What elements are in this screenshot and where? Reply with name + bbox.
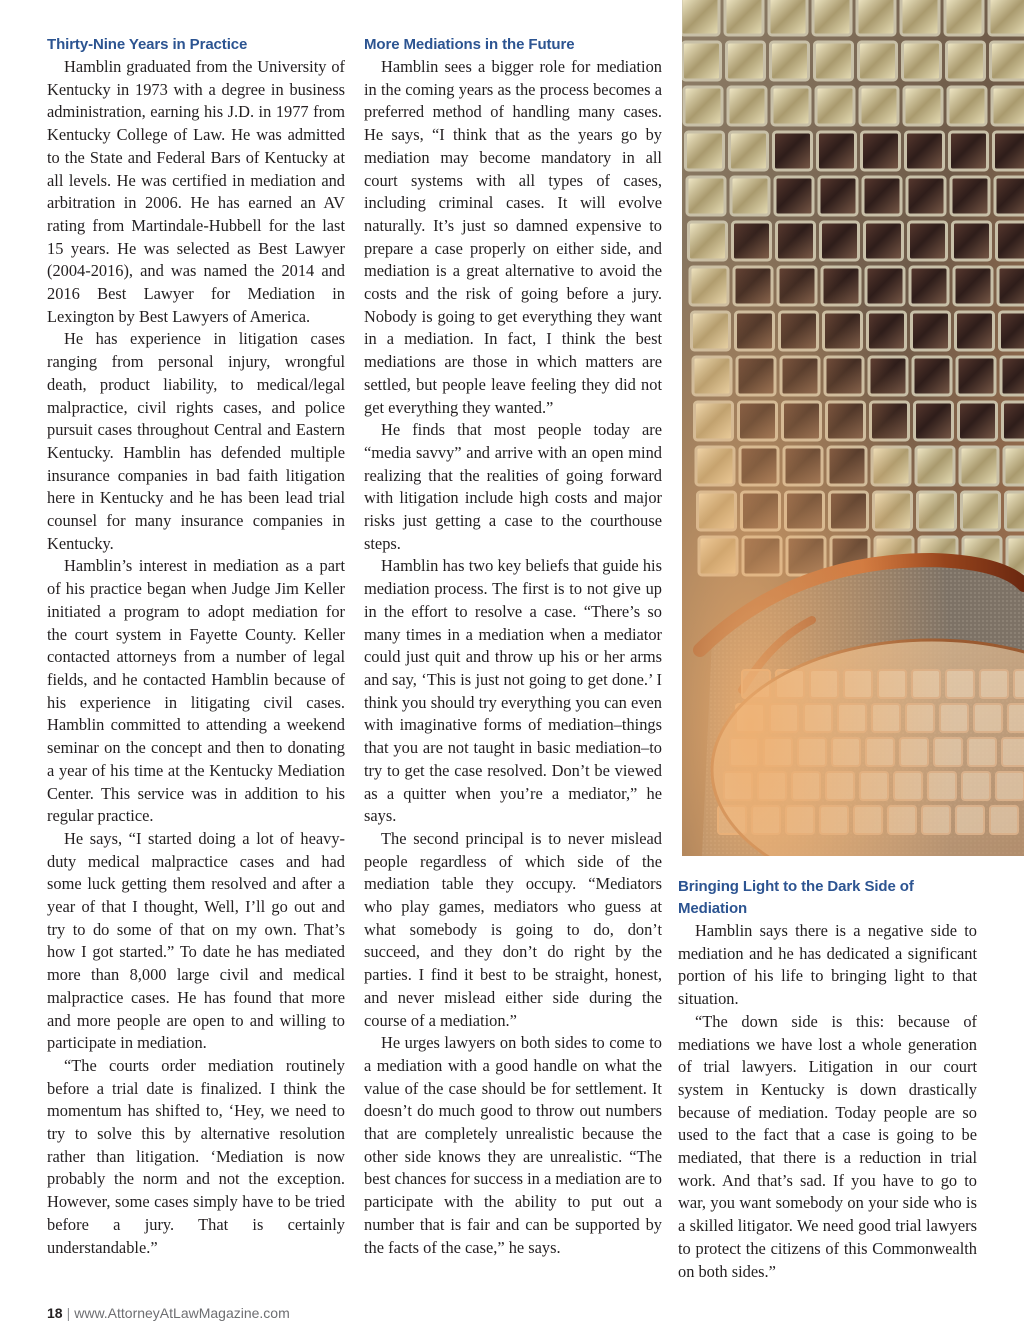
paragraph: Hamblin graduated from the University of Kentucky in 1973 with a degree in business administration, earning his J.D. in 1977 from Kentucky College of Law. He was admitted to the State and Federal Bars of Kentucky at all levels. He was certified in mediation and arbitration in 2006. He has earned an AV rating from Martindale-Hubbell for the last 15 years. He was selected as Best Lawyer (2004-2016), and was named the 2014 and 2016 Best Lawyer for Mediation in Lexington by Best Lawyers of America. bbox=[47, 57, 345, 326]
paragraph: Hamblin’s interest in mediation as a part of his practice began when Judge Jim Keller initiated a program to adopt mediation for the court system in Fayette County. Keller contacted attorneys from a number of legal fields, and he contacted Hamblin because of his experience in litigating civil cases. Hamblin committed to attending a weekend seminar on the concept and then to donating a year of his time at the Kentucky Mediation Center. This service was in addition to his regular practice. bbox=[47, 556, 345, 826]
paragraph: “The courts order mediation routinely before a trial date is finalized. I think the momentum has shifted to, ‘Hey, we need to try to solve this by alternative resolution rather than litigation. ‘Mediation is now probably the norm and not the exception. However, some cases simply have to be tried before a jury. That is certainly understandable.” bbox=[47, 1055, 345, 1257]
paragraph: He urges lawyers on both sides to come to a mediation with a good handle on what the value of the case should be for settlement. It doesn’t do much good to throw out numbers that are completely unrealistic because the other side knows they are unrealistic. “The best chances for success in a mediation are to participate with the ability to put out a number that is fair and can be supported by the facts of the case,” he says. bbox=[364, 1033, 662, 1257]
footer-separator: | bbox=[66, 1305, 71, 1321]
paragraph: He finds that most people today are “media savvy” and arrive with an open mind realizing that the realities of going forward with litigation include high costs and major risks just getting a case to the courthouse steps. bbox=[364, 420, 662, 553]
column-right bbox=[678, 876, 977, 1283]
paragraph: He says, “I started doing a lot of heavy-duty medical malpractice cases and had some luck getting them resolved and after a year of that I thought, Well, I’ll go out and try to do some of that on my own. That’s how I got started.” To date he has mediated more than 8,000 large civil and medical malpractice cases. He has found that more and more people are open to and willing to participate in mediation. bbox=[47, 828, 345, 1053]
paragraph: Hamblin has two key beliefs that guide his mediation process. The first is to not give up in the effort to resolve a case. “There’s so many times in a mediation when a mediator could just quit and throw up his or her arms and say, ‘This is just not going to get done.’ I think you should try everything you can even with imaginative forms of mediation–things that you are not taught in basic mediation–to try to get the case resolved. Don’t be viewed as a quitter when you’re a mediator,” he says. bbox=[364, 556, 662, 826]
column-left bbox=[47, 34, 345, 1259]
paragraph: Hamblin says there is a negative side to mediation and he has dedicated a significant portion of his life to bringing light to that situation. bbox=[678, 921, 977, 1009]
paragraph: He has experience in litigation cases ranging from personal injury, wrongful death, product liability, to medical/legal malpractice, civil rights cases, and police pursuit cases throughout Central and Eastern Kentucky. Hamblin has defended multiple insurance companies in bad faith litigation here in Kentucky and he has been lead trial counsel for many insurance companies in Kentucky. bbox=[47, 329, 345, 553]
section-heading-dark-side: Bringing Light to the Dark Side of Mediation bbox=[678, 878, 914, 917]
paragraph: Hamblin sees a bigger role for mediation in the coming years as the process becomes a preferred method of handling many cases. He says, “I think that as the years go by mediation may become mandatory in all court systems with all types of cases, including criminal cases. It will evolve naturally. It’s just so damned expensive to prepare a case properly on either side, and mediation is a great alternative to avoid the costs and the risk of going before a jury. Nobody is going to get everything they want in a mediation. In fact, I think the best mediations are those in which matters are settled, but people leave feeling they did not get everything they wanted.” bbox=[364, 57, 662, 417]
paragraph: “The down side is this: because of mediations we have lost a whole generation of trial lawyers. Litigation in our court system in Kentucky is down drastically because of mediation. Today people are so used to the fact that a case is going to be mediated, that there is a reduction in trial work. And that’s sad. If you have to go to war, you want somebody on your side who is a skilled litigator. We need good trial lawyers to protect the citizens of this Commonwealth on both sides.” bbox=[678, 1011, 977, 1281]
glass-block-wall-photo bbox=[682, 0, 1024, 856]
column-middle bbox=[364, 34, 662, 1259]
section-heading-practice: Thirty-Nine Years in Practice bbox=[47, 36, 248, 53]
page-number: 18 bbox=[47, 1305, 63, 1321]
section-heading-future: More Mediations in the Future bbox=[364, 36, 575, 53]
photo-illustration bbox=[682, 0, 1024, 856]
website-url: www.AttorneyAtLawMagazine.com bbox=[74, 1305, 290, 1321]
page-footer bbox=[47, 1305, 290, 1321]
paragraph: The second principal is to never mislead people regardless of which side of the mediation table they occupy. “Mediators who play games, mediators who guess at what somebody is going to do, don’t succeed, and they don’t do right by the parties. I find it best to be straight, honest, and never mislead either side during the course of a mediation.” bbox=[364, 828, 662, 1030]
